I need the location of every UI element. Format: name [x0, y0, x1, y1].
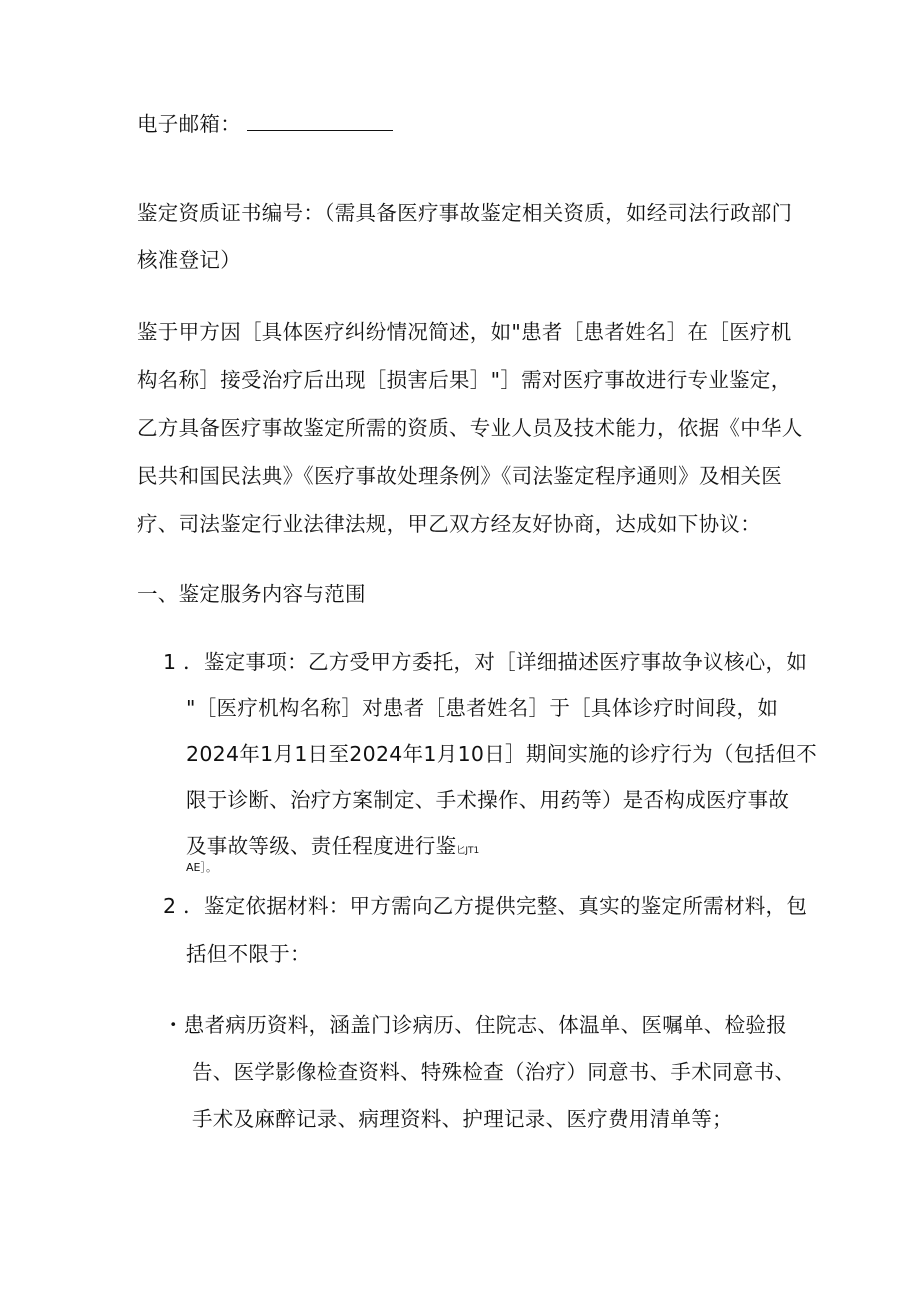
bullet1-line: 告、医学影像检查资料、特殊检查（治疗）同意书、手术同意书、: [192, 1060, 796, 1084]
item1-tail: AE］。: [186, 861, 217, 874]
preamble-line: 乙方具备医疗事故鉴定所需的资质、专业人员及技术能力，依据《中华人: [137, 416, 803, 440]
item1-line: 2024年1月1日至2024年1月10日］期间实施的诊疗行为（包括但不: [186, 742, 818, 766]
section-heading: 一、鉴定服务内容与范围: [137, 582, 366, 606]
item1-line: 限于诊断、治疗方案制定、手术操作、用药等）是否构成医疗事故: [186, 788, 790, 812]
item1-line-last: [186, 832, 479, 865]
item1-line-text: 及事故等级、责任程度进行鉴: [186, 834, 457, 858]
email-label: 电子邮箱：: [137, 112, 241, 136]
preamble-line: 民共和国民法典》《医疗事故处理条例》《司法鉴定程序通则》及相关医: [137, 464, 783, 488]
preamble-line: 构名称］接受治疗后出现［损害后果］"］需对医疗事故进行专业鉴定，: [137, 368, 792, 392]
item2-line: 2 ．鉴定依据材料：甲方需向乙方提供完整、真实的鉴定所需材料，包: [163, 894, 808, 918]
bullet1-line: ・患者病历资料，涵盖门诊病历、住院志、体温单、医嘱单、检验报: [163, 1013, 787, 1037]
preamble-line: 疗、司法鉴定行业法律法规，甲乙双方经友好协商，达成如下协议：: [137, 512, 761, 536]
item1-line: "［医疗机构名称］对患者［患者姓名］于［具体诊疗时间段，如: [186, 696, 779, 720]
cert-line-1: 鉴定资质证书编号：（需具备医疗事故鉴定相关资质，如经司法行政部门: [137, 201, 793, 225]
email-blank: [247, 110, 393, 131]
cert-line-2: 核准登记）: [137, 248, 241, 272]
item1-fragment: 匕JT1: [456, 846, 480, 856]
item2-line: 括但不限于：: [186, 942, 311, 966]
preamble-line: 鉴于甲方因［具体医疗纠纷情况简述，如"患者［患者姓名］在［医疗机: [137, 320, 792, 344]
bullet1-line: 手术及麻醉记录、病理资料、护理记录、医疗费用清单等；: [192, 1107, 733, 1131]
item1-line: 1 ．鉴定事项：乙方受甲方委托，对［详细描述医疗事故争议核心，如: [163, 650, 808, 674]
email-line: [137, 110, 393, 138]
